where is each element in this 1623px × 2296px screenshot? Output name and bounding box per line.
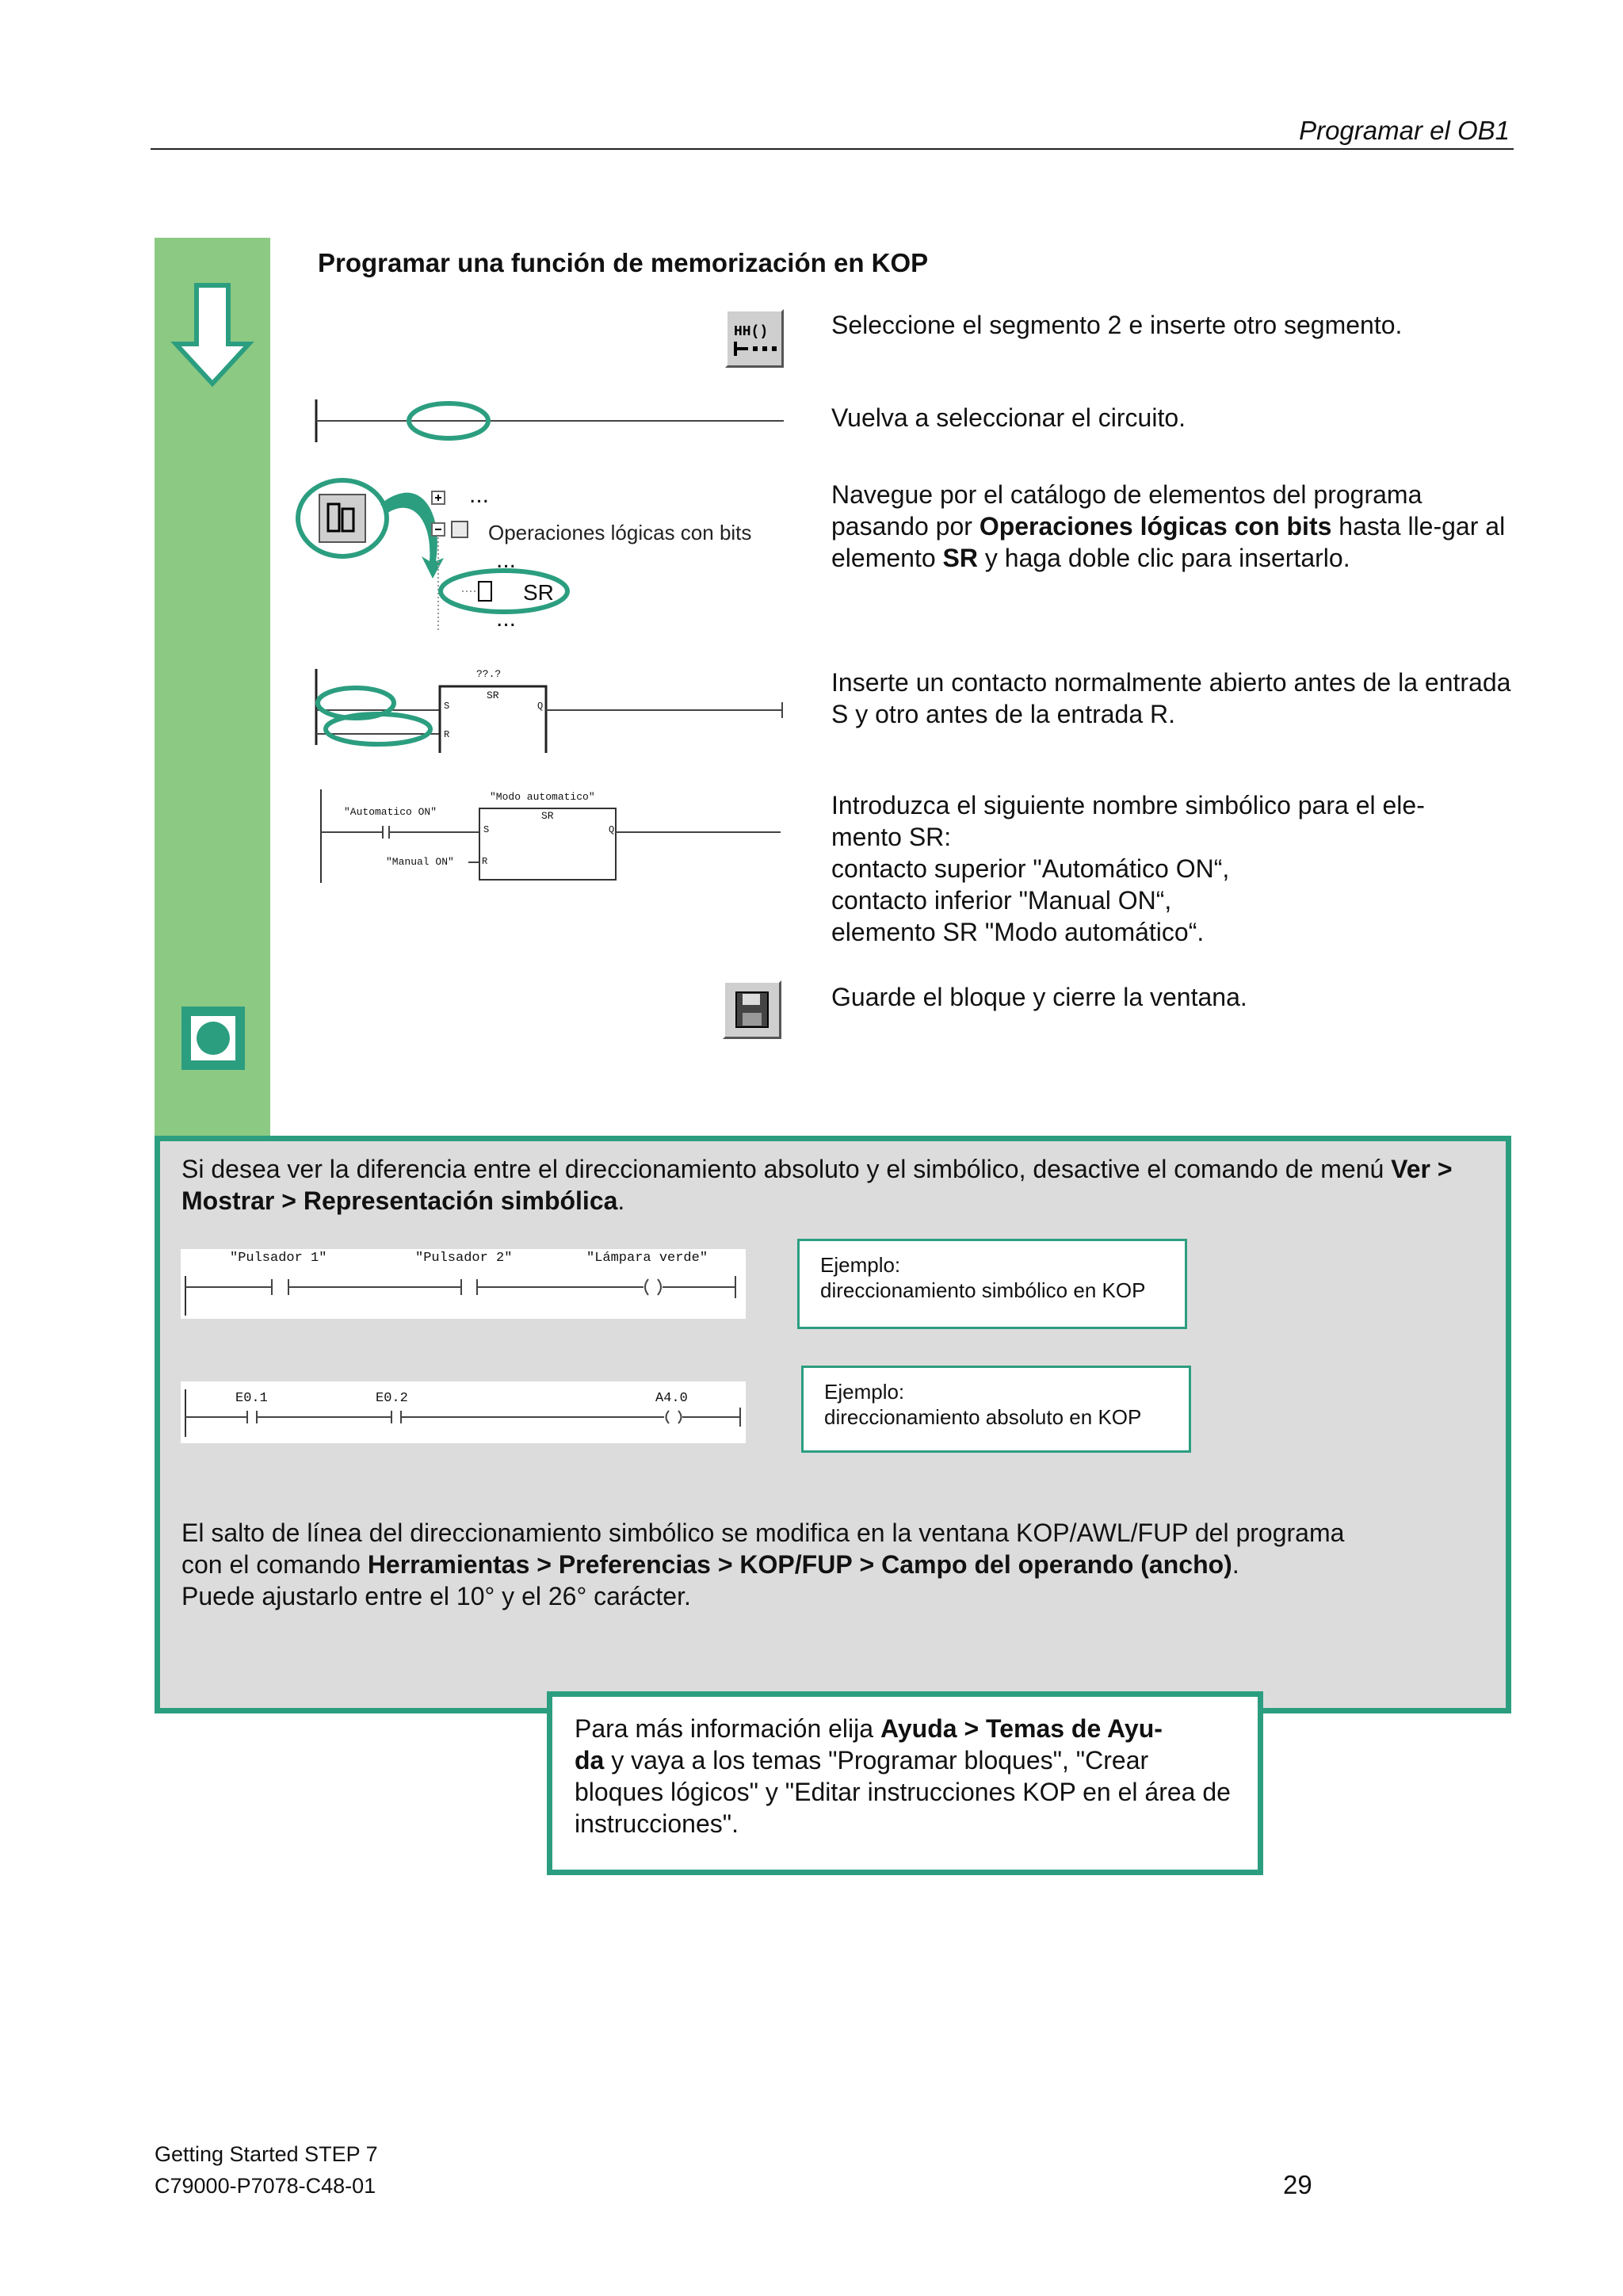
- note-p2-menu-1: Herramientas: [367, 1550, 530, 1579]
- sr-symbolic-q: Q: [609, 824, 615, 835]
- example-absolute-line-1: Ejemplo:: [824, 1380, 905, 1404]
- info-post: y vaya a los temas "Programar bloques", "Crear bloques lógicos" y "Editar instrucciones KOP en el área de instrucciones".: [575, 1746, 1231, 1838]
- info-bold-b: da: [575, 1746, 605, 1775]
- step-3-pre: Navegue por el catálogo de elementos del programa pasando por: [831, 480, 1423, 541]
- note-sep-1: >: [1437, 1155, 1453, 1183]
- step-3-bold-2: SR: [942, 544, 978, 572]
- info-pre: Para más información elija: [575, 1714, 880, 1743]
- note-menu-3: Representación simbólica: [303, 1186, 618, 1215]
- catalog-folder-label[interactable]: Operaciones lógicas con bits: [488, 521, 752, 544]
- sr-empty-address: ??.?: [476, 668, 502, 680]
- example-symbolic-line-2: direccionamiento simbólico en KOP: [820, 1278, 1146, 1302]
- end-stop-icon: [179, 1004, 247, 1072]
- section-title: Programar una función de memorización en KOP: [318, 248, 929, 277]
- example-absolute-box: [801, 1366, 1191, 1453]
- sr-contact-top-label: "Automatico ON": [344, 806, 437, 818]
- note-p2-line-2: [181, 1549, 1497, 1580]
- lad-symbolic-coil: "Lámpara verde": [586, 1251, 708, 1266]
- sr-empty-s: S: [444, 701, 450, 712]
- insert-network-icon[interactable]: [725, 309, 784, 368]
- sr-empty-r: R: [444, 729, 450, 740]
- note-intro: [181, 1153, 1497, 1217]
- lad-symbolic-contact-1: "Pulsador 1": [230, 1251, 327, 1266]
- sr-contact-bottom-label: "Manual ON": [386, 856, 454, 868]
- sr-symbolic-name: "Modo automatico": [490, 791, 595, 803]
- note-intro-end: .: [617, 1186, 625, 1215]
- note-sep-2: >: [281, 1186, 296, 1215]
- save-disk-icon[interactable]: [723, 980, 781, 1039]
- rung-selection-diagram: [313, 396, 789, 445]
- sr-symbolic-r: R: [482, 856, 488, 867]
- info-box: [547, 1691, 1263, 1875]
- lad-absolute-contact-2: E0.2: [376, 1391, 408, 1406]
- step-3-text: [831, 479, 1513, 574]
- catalog-navigation-diagram: [293, 472, 594, 639]
- catalog-sr-label[interactable]: SR: [523, 580, 554, 605]
- info-bold-a: Ayuda > Temas de Ayu-: [880, 1714, 1163, 1743]
- running-header: Programar el OB1: [1299, 116, 1510, 145]
- example-symbolic-box: [797, 1239, 1187, 1329]
- step-5-line-2: mento SR:: [831, 823, 952, 851]
- step-5-line-4: contacto inferior "Manual ON“,: [831, 886, 1172, 915]
- catalog-ellipsis-2: ...: [496, 547, 517, 573]
- step-1-text: Seleccione el segmento 2 e inserte otro segmento.: [831, 311, 1403, 339]
- catalog-ellipsis-3: ...: [496, 606, 517, 632]
- sr-empty-block: SR: [487, 690, 499, 701]
- start-arrow-icon: [168, 282, 257, 390]
- catalog-ellipsis-1: ...: [469, 482, 490, 508]
- step-3-mid: hasta lle-gar al elemento: [831, 512, 1506, 572]
- step-5-line-3: contacto superior "Automático ON“,: [831, 854, 1230, 883]
- sr-empty-diagram: [313, 666, 789, 753]
- sr-symbolic-block: SR: [541, 810, 554, 822]
- note-p2-sep-1: >: [537, 1550, 552, 1579]
- sr-empty-q: Q: [537, 701, 544, 712]
- header-rule: [151, 148, 1514, 150]
- note-p2-menu-3: KOP/FUP: [739, 1550, 853, 1579]
- note-p2-end: .: [1232, 1550, 1239, 1579]
- note-intro-text: Si desea ver la diferencia entre el direccionamiento absoluto y el simbólico, desactive el comando de menú: [181, 1155, 1392, 1183]
- note-menu-2: Mostrar: [181, 1186, 275, 1215]
- sr-symbolic-s: S: [483, 824, 490, 835]
- step-5-text: [831, 789, 1513, 948]
- page-number: 29: [1283, 2170, 1312, 2199]
- note-p2-sep-2: >: [717, 1550, 733, 1579]
- step-2-text: Vuelva a seleccionar el circuito.: [831, 403, 1186, 432]
- note-menu-1: Ver: [1391, 1155, 1430, 1183]
- note-p2-line-3: Puede ajustarlo entre el 10° y el 26° carácter.: [181, 1582, 691, 1610]
- note-p2-menu-2: Preferencias: [558, 1550, 711, 1579]
- note-p2-line-1: El salto de línea del direccionamiento simbólico se modifica en la ventana KOP/AWL/FUP del programa: [181, 1519, 1345, 1547]
- footer-title: Getting Started STEP 7: [155, 2142, 378, 2166]
- step-3-bold-1: Operaciones lógicas con bits: [979, 512, 1332, 541]
- example-absolute-line-2: direccionamiento absoluto en KOP: [824, 1405, 1142, 1429]
- step-6-text: Guarde el bloque y cierre la ventana.: [831, 983, 1247, 1011]
- svg-text:HH(): HH(): [734, 324, 769, 340]
- footer-doc-number: C79000-P7078-C48-01: [155, 2174, 376, 2198]
- step-4-text: Inserte un contacto normalmente abierto antes de la entrada S y otro antes de la entrada R.: [831, 668, 1511, 728]
- lad-absolute-coil: A4.0: [655, 1391, 688, 1406]
- lad-symbolic-contact-2: "Pulsador 2": [415, 1251, 513, 1266]
- note-p2-sep-3: >: [859, 1550, 875, 1579]
- example-symbolic-line-1: Ejemplo:: [820, 1253, 901, 1277]
- note-paragraph-2: [181, 1517, 1497, 1612]
- note-p2-pre: con el comando: [181, 1550, 368, 1579]
- step-5-line-5: elemento SR "Modo automático“.: [831, 918, 1205, 946]
- lad-absolute-contact-1: E0.1: [235, 1391, 268, 1406]
- step-3-post: y haga doble clic para insertarlo.: [977, 544, 1350, 572]
- note-p2-menu-4: Campo del operando (ancho): [881, 1550, 1232, 1579]
- step-5-line-1: Introduzca el siguiente nombre simbólico para el ele-: [831, 791, 1425, 819]
